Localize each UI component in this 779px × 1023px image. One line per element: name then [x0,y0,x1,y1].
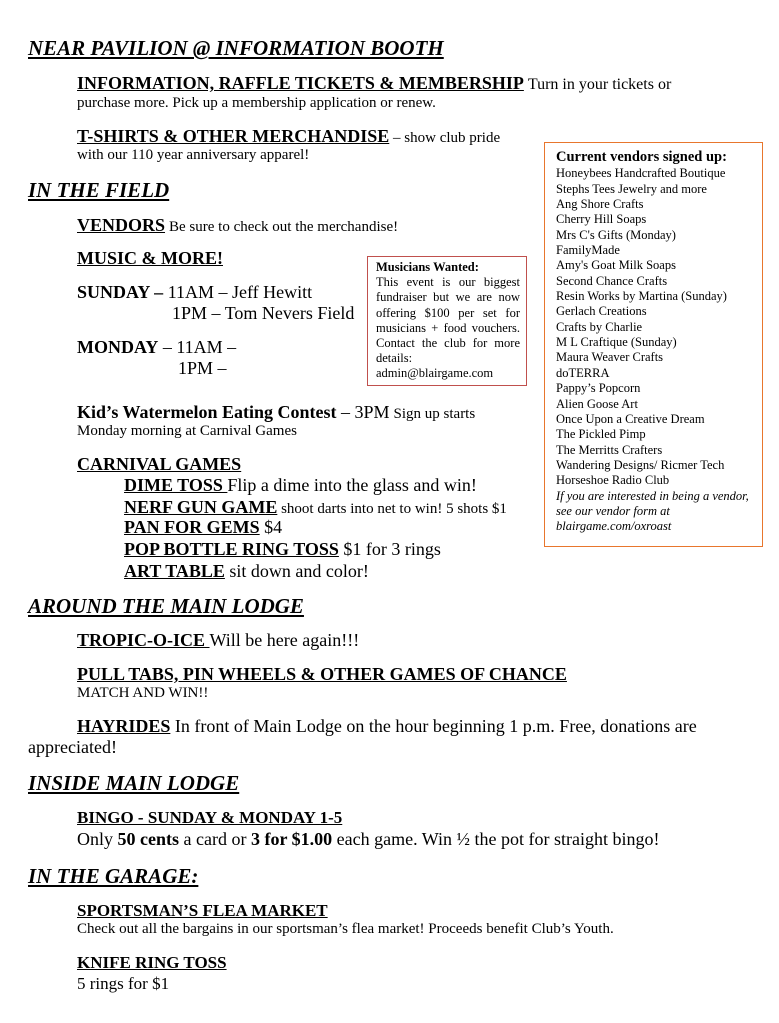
game-nerf-gun [124,497,507,518]
tshirt-heading: T-SHIRTS & OTHER MERCHANDISE [77,126,390,146]
knife-text: 5 rings for $1 [77,974,170,993]
game-desc: $4 [259,517,283,537]
game-desc: Flip a dime into the glass and win! [227,475,477,495]
tshirt-text: – show club pride [389,130,501,146]
vendor-item: Mrs C's Gifts (Monday) [556,227,676,242]
game-name: NERF GUN GAME [124,497,278,517]
vendor-item: Once Upon a Creative Dream [556,411,705,426]
sunday-set1: 11AM – Jeff Hewitt [167,282,313,302]
kids-text-cont: Monday morning at Carnival Games [77,423,297,439]
bingo-text-e: each game. Win ½ the pot for straight bingo! [332,829,660,849]
bingo-text [77,829,660,850]
game-desc: shoot darts into net to win! 5 shots $1 [277,501,507,517]
vendors-box-title: Current vendors signed up: [556,149,727,165]
monday-label: MONDAY [77,337,159,357]
game-dime-toss [124,475,477,496]
musicians-wanted-box [367,256,527,386]
vendor-item: Honeybees Handcrafted Boutique [556,166,726,181]
bingo-price-single: 50 cents [117,829,179,849]
vendors-heading: VENDORS [77,215,166,235]
vendor-item: Ang Shore Crafts [556,197,644,212]
vendor-item: The Pickled Pimp [556,427,646,442]
game-pop-bottle [124,539,441,560]
section-title-garage: IN THE GARAGE: [28,864,199,888]
section-title-main-lodge: AROUND THE MAIN LODGE [28,594,304,618]
musicians-title: Musicians Wanted: [376,260,479,274]
vendor-item: doTERRA [556,365,610,380]
monday-set1: – 11AM – [158,337,237,357]
vendor-item: FamilyMade [556,243,620,258]
game-pan-for-gems [124,517,282,538]
bingo-text-a: Only [77,829,118,849]
musicians-text: This event is our biggest fundraiser but we are now offering $100 per set for musicians + food vouchers. Contact the club for more details: admin@blairgame.com [376,275,520,381]
vendor-item: The Merritts Crafters [556,442,663,457]
tropic-line [77,630,359,651]
hayrides-line [77,716,697,737]
hayrides-text-cont: appreciated! [28,737,117,757]
vendor-item: Stephs Tees Jewelry and more [556,181,707,196]
monday-set2: 1PM – [178,358,227,378]
kids-time: – 3PM [336,402,390,422]
kids-line [77,402,475,423]
info-line [77,73,671,94]
monday-line [77,337,236,358]
game-name: DIME TOSS [124,475,228,495]
game-name: PAN FOR GEMS [124,517,260,537]
bingo-heading: BINGO - SUNDAY & MONDAY 1-5 [77,808,343,827]
vendors-box [544,142,763,547]
vendors-text: Be sure to check out the merchandise! [169,219,399,235]
game-name: POP BOTTLE RING TOSS [124,539,339,559]
info-text-cont: purchase more. Pick up a membership application or renew. [77,95,436,111]
sunday-set2: 1PM – Tom Nevers Field [172,303,355,323]
flea-heading: SPORTSMAN’S FLEA MARKET [77,901,328,920]
pull-tabs-heading: PULL TABS, PIN WHEELS & OTHER GAMES OF CHANCE [77,664,567,684]
vendor-item: Gerlach Creations [556,304,647,319]
tshirt-text-cont: with our 110 year anniversary apparel! [77,147,310,163]
vendor-item: Cherry Hill Soaps [556,212,647,227]
game-art-table [124,561,369,582]
info-text: Turn in your tickets or [527,76,672,93]
vendor-item: Second Chance Crafts [556,273,668,288]
vendor-item: Maura Weaver Crafts [556,350,664,365]
bingo-text-c: a card or [179,829,251,849]
vendor-item: M L Craftique (Sunday) [556,335,677,350]
vendor-item: Resin Works by Martina (Sunday) [556,289,727,304]
tshirt-line [77,126,500,147]
game-desc: sit down and color! [224,561,369,581]
music-heading: MUSIC & MORE! [77,248,223,268]
tropic-heading: TROPIC-O-ICE [77,630,210,650]
vendor-item: Pappy’s Popcorn [556,381,641,396]
carnival-heading: CARNIVAL GAMES [77,454,242,474]
vendor-item: Amy's Goat Milk Soaps [556,258,676,273]
vendors-line [77,215,398,236]
tropic-text: Will be here again!!! [209,630,360,650]
section-title-in-the-field: IN THE FIELD [28,178,170,202]
game-name: ART TABLE [124,561,225,581]
vendor-item: Alien Goose Art [556,396,638,411]
kids-text: Sign up starts [393,406,476,422]
vendors-box-footer: If you are interested in being a vendor, see our vendor form at blairgame.com/oxroast [556,488,749,534]
section-title-near-pavilion: NEAR PAVILION @ INFORMATION BOOTH [28,36,444,60]
hayrides-text: In front of Main Lodge on the hour beginning 1 p.m. Free, donations are [170,716,697,736]
section-title-inside-lodge: INSIDE MAIN LODGE [28,771,240,795]
vendor-list [556,166,756,488]
info-heading: INFORMATION, RAFFLE TICKETS & MEMBERSHIP [77,73,524,93]
pull-tabs-text: MATCH AND WIN!! [77,685,209,701]
knife-heading: KNIFE RING TOSS [77,953,227,972]
flea-text: Check out all the bargains in our sportsman’s flea market! Proceeds benefit Club’s Youth. [77,921,614,937]
vendor-item: Crafts by Charlie [556,319,643,334]
kids-heading: Kid’s Watermelon Eating Contest [77,402,337,422]
sunday-line [77,282,312,303]
sunday-label: SUNDAY – [77,282,168,302]
bingo-price-three: 3 for $1.00 [250,829,333,849]
game-desc: $1 for 3 rings [338,539,441,559]
vendor-item: Horseshoe Radio Club [556,473,670,488]
vendor-item: Wandering Designs/ Ricmer Tech [556,457,725,472]
hayrides-heading: HAYRIDES [77,716,171,736]
